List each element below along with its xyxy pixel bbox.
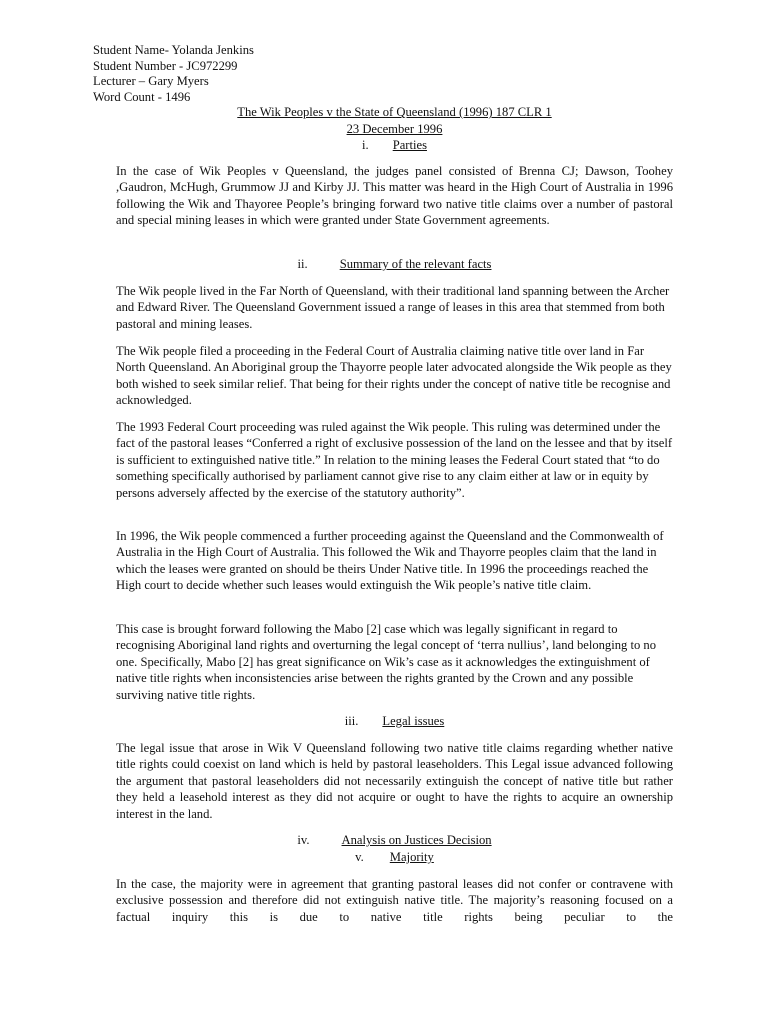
section-number: ii. [297, 257, 308, 271]
paragraph-facts-4: In 1996, the Wik people commenced a further proceeding against the Queensland and the Commonwealth of Australia in the High Court of Australia. This followed the Wik and Thayorre peoples claim that the land in which the leases were granted on should be theirs Under Native title. In 1996 the proceedings reached the High court to decide whether such leases would extinguish the Wik people’s native title claim. [116, 529, 664, 593]
student-name: Student Name- Yolanda Jenkins [93, 43, 254, 57]
section-heading-parties [116, 137, 673, 153]
paragraph-issues: The legal issue that arose in Wik V Queensland following two native title claims regarding whether native title rights could coexist on land which is held by pastoral leaseholders. This Legal issue advanced following the argument that pastoral leaseholders did not necessarily extinguish the concept of native title but rather they held a leasehold interest as they did not acquire or ought to have the rights to acquire an ownership interest in the land. [116, 741, 673, 821]
section-heading-issues [116, 713, 673, 729]
student-details [93, 43, 493, 105]
paragraph-parties: In the case of Wik Peoples v Queensland, the judges panel consisted of Brenna CJ; Dawson, Toohey ,Gaudron, McHugh, Grummow JJ and Kirby JJ. This matter was heard in the High Court of Australia in 1996 following the Wik and Thayoree People’s bringing forward two native title claims over a number of pastoral and special mining leases in which were granted under State Government agreements. [116, 164, 673, 228]
word-count: Word Count - 1496 [93, 89, 191, 104]
paragraph-majority: In the case, the majority were in agreement that granting pastoral leases did not confer or contravene with exclusive possession and therefore did not extinguish native title. The majority’s reasoning focused on a factual inquiry this is due to native title rights being peculiar to the [116, 877, 673, 924]
section-heading-majority [116, 849, 673, 865]
paragraph-facts-1: The Wik people lived in the Far North of Queensland, with their traditional land spanning between the Archer and Edward River. The Queensland Government issued a range of leases in this area that stemmed from both pastoral and mining leases. [116, 284, 670, 331]
section-title: Legal issues [382, 714, 445, 728]
section-heading-facts [116, 256, 673, 272]
section-title: Parties [392, 138, 427, 152]
section-number: iii. [344, 714, 359, 728]
section-number: iv. [297, 833, 310, 847]
case-title-text: The Wik Peoples v the State of Queensland (1996) 187 CLR 1 [237, 105, 552, 119]
section-number: i. [362, 138, 369, 152]
lecturer-name: Lecturer – Gary Myers [93, 74, 209, 89]
case-title [116, 104, 673, 120]
paragraph-facts-3: The 1993 Federal Court proceeding was ruled against the Wik people. This ruling was determined under the fact of the pastoral leases “Conferred a right of exclusive possession of the land on the lessee and that by itself is sufficient to extinguished native title.” In relation to the mining leases the Federal Court stated that “to do something specifically authorised by parliament cannot give rise to any claim either at law or in equity by persons adversely affected by the exercise of the statutory authority”. [116, 420, 673, 500]
section-heading-analysis [116, 832, 673, 848]
section-number: v. [355, 850, 364, 864]
case-date-text: 23 December 1996 [346, 122, 443, 136]
case-date [116, 121, 673, 137]
section-title: Analysis on Justices Decision [341, 833, 492, 847]
section-title: Majority [389, 850, 434, 864]
section-title: Summary of the relevant facts [339, 257, 492, 271]
paragraph-facts-5: This case is brought forward following the Mabo [2] case which was legally significant in regard to recognising Aboriginal land rights and overturning the legal concept of ‘terra nullius’, land belonging to no one. Specifically, Mabo [2] has great significance on Wik’s case as it acknowledges the extinguishment of native title rights when inconsistencies arise between the rights granted by the Crown and any possible surviving native title rights. [116, 622, 656, 702]
paragraph-facts-2: The Wik people filed a proceeding in the Federal Court of Australia claiming native title over land in Far North Queensland. An Aboriginal group the Thayorre people later advocated alongside the Wik people as they both wished to seek similar relief. That being for their rights under the concept of native title be recognise and acknowledged. [116, 344, 672, 408]
student-number: Student Number - JC972299 [93, 58, 238, 73]
